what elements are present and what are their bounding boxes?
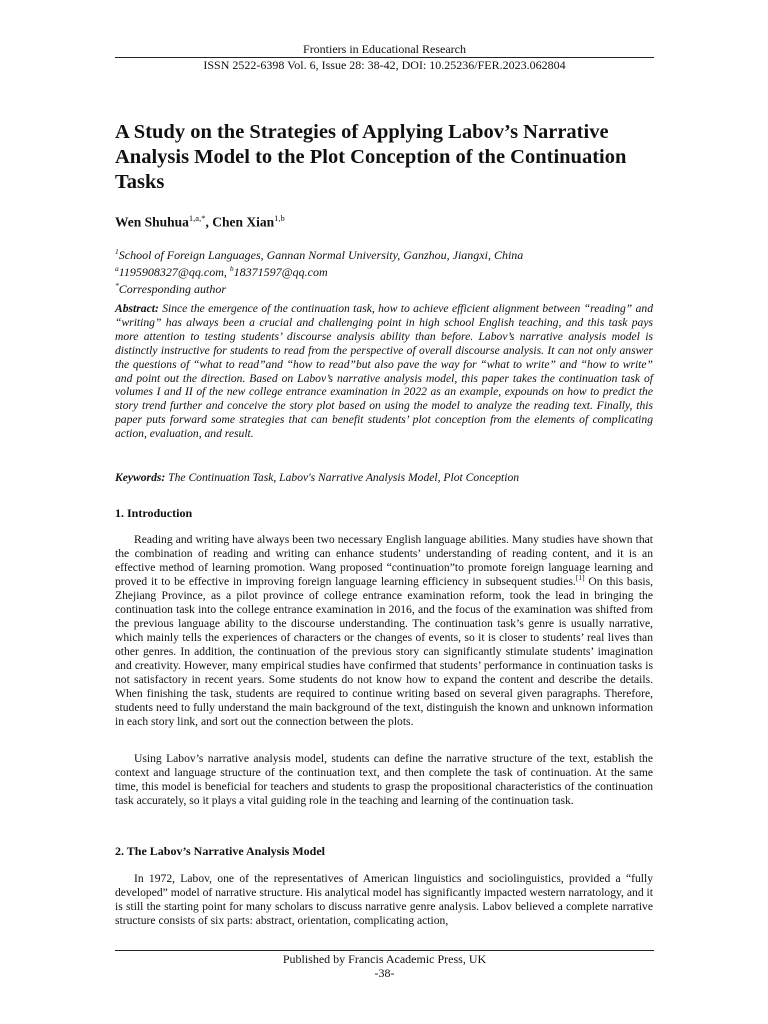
body-paragraph: Using Labov’s narrative analysis model, students can define the narrative structure of the text, establish the context and language structure of the continuation text, and then complete the task of continuation. At the same time, this model is beneficial for teachers and students to grasp the propositional characteristics of the continuation task accurately, so it plays a vital guiding role in the teaching and learning of the continuation task. xyxy=(115,752,653,807)
body-paragraph: In 1972, Labov, one of the representatives of American linguistics and sociolinguistics, provided a “fully developed” model of narrative structure. His analytical model has significantly impacted western narratology, and it is still the starting point for many scholars to discuss narrative genre analysis. Labov believed a complete narrative structure consists of six parts: abstract, orientation, complicating action, xyxy=(115,872,653,927)
section-heading-labov-model: 2. The Labov’s Narrative Analysis Model xyxy=(115,844,326,858)
author-name: Chen Xian xyxy=(212,214,275,230)
abstract xyxy=(115,302,653,441)
section-heading-introduction: 1. Introduction xyxy=(115,506,193,520)
affiliation-line xyxy=(115,245,523,262)
keywords-label: Keywords: xyxy=(115,471,166,484)
corresponding-line xyxy=(115,279,523,296)
author-superscript: 1,b xyxy=(274,213,285,223)
author-line xyxy=(115,213,285,231)
paragraph-text: Reading and writing have always been two necessary English language abilities. Many studies have shown that the combination of reading and writing can enhance students’ understanding of reading content, and it is an effective method of learning promotion. Wang proposed “continuation”to promote foreign language learning and proved it to be effective in improving foreign language learning efficiency in subsequent studies. xyxy=(115,533,653,588)
journal-name: Frontiers in Educational Research xyxy=(303,42,466,56)
email-text: 1195908327@qq.com, xyxy=(118,265,230,279)
email-line xyxy=(115,262,523,279)
page-number: -38- xyxy=(374,966,395,980)
author-name: Wen Shuhua xyxy=(115,214,189,230)
running-header xyxy=(115,42,654,72)
paper-title: A Study on the Strategies of Applying Labov’s Narrative Analysis Model to the Plot Conception of the Continuation Tasks xyxy=(115,121,627,193)
corresponding-text: Corresponding author xyxy=(118,282,226,296)
affiliation-text: School of Foreign Languages, Gannan Normal University, Ganzhou, Jiangxi, China xyxy=(118,248,524,262)
affiliation-superscript: 1 xyxy=(115,247,119,256)
issn-line: ISSN 2522-6398 Vol. 6, Issue 28: 38-42, DOI: 10.25236/FER.2023.062804 xyxy=(203,58,566,72)
author-superscript: 1,a,* xyxy=(188,213,206,223)
keywords-text: The Continuation Task, Labov's Narrative Analysis Model, Plot Conception xyxy=(168,471,520,484)
citation-ref[interactable]: [1] xyxy=(575,573,585,583)
email-superscript: b xyxy=(229,264,234,273)
paragraph-text: On this basis, Zhejiang Province, as a pilot province of college entrance examination reform, took the lead in bringing the continuation task into the college entrance examination in 2016, and the focus of the examination was shifted from the previous language ability to the discourse understanding. The continuation task’s genre is usually narrative, which mainly tells the experiences of characters or the changes of events, so it is closer to students’ real lives than other genres. In addition, the continuation of the previous story can significantly stimulate students’ imagination and creativity. However, many empirical studies have confirmed that students’ performance in continuation tasks is not satisfactory in recent years. Some students do not know how to expand the content and describe the details. When finishing the task, students are required to continue writing based on several given paragraphs. Therefore, students need to fully understand the main background of the text, distinguish the known and unknown information in each story link, and sort out the connection between the plots. xyxy=(115,575,654,728)
keywords xyxy=(115,471,653,484)
email-text: 18371597@qq.com xyxy=(233,265,328,279)
author-separator: , xyxy=(205,214,213,230)
running-footer xyxy=(115,950,654,980)
abstract-label: Abstract: xyxy=(115,302,159,315)
abstract-text: Since the emergence of the continuation task, how to achieve efficient alignment between “reading” and “writing” has always been a crucial and challenging point in high school English teaching, and this task pays more attention to testing students’ discourse analysis ability than before. Labov’s narrative analysis model is distinctly instructive for students to read from the perspective of overall discourse analysis. It can not only answer the questions of “what to read”and “how to read”but also pave the way for “what to write” and “how to write” and point out the direction. Based on Labov’s narrative analysis model, this paper takes the continuation task of volumes I and II of the new college entrance examination in 2022 as an example, expounds on how to predict the story trend further and conceive the story plot based on using the model to analyze the reading text. Finally, this paper puts forward some strategies that can benefit students’ plot conception from the elements of complicating action, evaluation, and result. xyxy=(115,302,653,441)
affiliation-block xyxy=(115,245,523,296)
footer-rule xyxy=(115,950,654,951)
email-superscript: a xyxy=(115,264,119,273)
publisher-line: Published by Francis Academic Press, UK xyxy=(282,952,487,966)
corresponding-superscript: * xyxy=(115,281,119,290)
body-paragraph xyxy=(115,533,653,729)
